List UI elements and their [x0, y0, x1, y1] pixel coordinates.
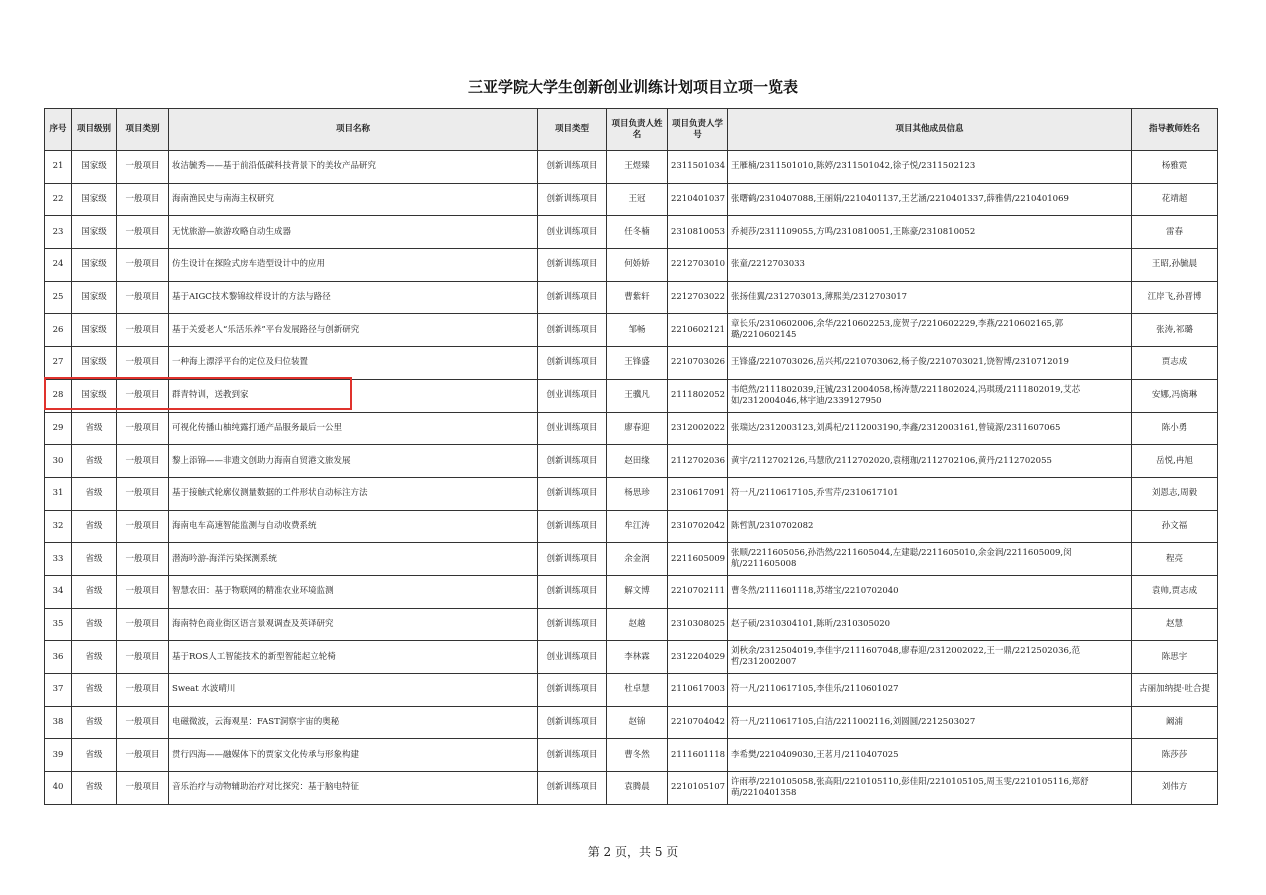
- cell-leader-name: 任冬楠: [607, 216, 668, 249]
- cell-members: 张童/2212703033: [728, 249, 1132, 282]
- cell-project-type: 创新训练项目: [538, 281, 607, 314]
- table-row: [45, 739, 1218, 772]
- cell-members: 章长乐/2310602006,余华/2210602253,庞贺子/2210602229,李燕/2210602165,郭璐/2210602145: [728, 314, 1132, 347]
- cell-level: 国家级: [72, 314, 117, 347]
- cell-project-name: 群青特训，送教到家: [169, 379, 538, 412]
- cell-index: 27: [45, 347, 72, 380]
- cell-project-name: 海南渔民史与南海主权研究: [169, 183, 538, 216]
- cell-leader-id: 2310810053: [668, 216, 728, 249]
- cell-index: 26: [45, 314, 72, 347]
- table-row: [45, 347, 1218, 380]
- cell-level: 省级: [72, 772, 117, 805]
- cell-advisor: 雷春: [1132, 216, 1218, 249]
- cell-leader-id: 2210704042: [668, 706, 728, 739]
- cell-project-type: 创新训练项目: [538, 674, 607, 707]
- cell-category: 一般项目: [117, 772, 169, 805]
- table-row: [45, 608, 1218, 641]
- cell-category: 一般项目: [117, 412, 169, 445]
- cell-project-name: 海南特色商业街区语言景观调查及英译研究: [169, 608, 538, 641]
- table-row: [45, 575, 1218, 608]
- cell-advisor: 孙文福: [1132, 510, 1218, 543]
- cell-project-type: 创新训练项目: [538, 183, 607, 216]
- cell-leader-name: 何娇娇: [607, 249, 668, 282]
- cell-advisor: 陈小勇: [1132, 412, 1218, 445]
- cell-index: 39: [45, 739, 72, 772]
- cell-project-name: Sweat 水波晴川: [169, 674, 538, 707]
- cell-index: 30: [45, 445, 72, 478]
- cell-leader-name: 杜卓慧: [607, 674, 668, 707]
- cell-leader-name: 王煜臻: [607, 151, 668, 184]
- cell-category: 一般项目: [117, 151, 169, 184]
- cell-category: 一般项目: [117, 347, 169, 380]
- cell-index: 29: [45, 412, 72, 445]
- cell-members: 李希樊/2210409030,王茗月/2110407025: [728, 739, 1132, 772]
- header-category: 项目类别: [117, 109, 169, 151]
- cell-category: 一般项目: [117, 314, 169, 347]
- cell-level: 省级: [72, 706, 117, 739]
- cell-members: 刘秋余/2312504019,李佳宇/2111607048,廖春迎/2312002022,王一鼎/2212502036,范哲/2312002007: [728, 641, 1132, 674]
- cell-category: 一般项目: [117, 543, 169, 576]
- cell-leader-name: 赵锦: [607, 706, 668, 739]
- cell-members: 张瑞达/2312003123,刘禹杞/2112003190,李鑫/2312003161,曾镜源/2311607065: [728, 412, 1132, 445]
- cell-advisor: 古丽加纳提·吐合提: [1132, 674, 1218, 707]
- cell-index: 21: [45, 151, 72, 184]
- cell-level: 省级: [72, 412, 117, 445]
- cell-project-type: 创新训练项目: [538, 477, 607, 510]
- cell-leader-id: 2212703010: [668, 249, 728, 282]
- cell-advisor: 刘恩志,周毅: [1132, 477, 1218, 510]
- cell-category: 一般项目: [117, 674, 169, 707]
- table-row: [45, 216, 1218, 249]
- cell-leader-name: 王锋盛: [607, 347, 668, 380]
- cell-index: 38: [45, 706, 72, 739]
- cell-members: 张曙鹤/2310407088,王丽娟/2210401137,王艺涵/2210401337,薛雅倩/2210401069: [728, 183, 1132, 216]
- cell-members: 张扬佳翼/2312703013,薄熙美/2312703017: [728, 281, 1132, 314]
- cell-advisor: 王昭,孙毓晨: [1132, 249, 1218, 282]
- cell-leader-id: 2312002022: [668, 412, 728, 445]
- cell-project-name: 基于接触式轮廓仪测量数据的工件形状自动标注方法: [169, 477, 538, 510]
- table-row: [45, 249, 1218, 282]
- cell-index: 33: [45, 543, 72, 576]
- cell-leader-name: 王冠: [607, 183, 668, 216]
- cell-level: 国家级: [72, 151, 117, 184]
- header-members: 项目其他成员信息: [728, 109, 1132, 151]
- cell-members: 符一凡/2110617105,李佳乐/2110601027: [728, 674, 1132, 707]
- cell-project-type: 创业训练项目: [538, 641, 607, 674]
- cell-advisor: 岳悦,冉旭: [1132, 445, 1218, 478]
- cell-level: 省级: [72, 543, 117, 576]
- table-row: [45, 674, 1218, 707]
- cell-index: 25: [45, 281, 72, 314]
- cell-project-name: 潜海吟游-海洋污染探测系统: [169, 543, 538, 576]
- cell-members: 王雁楠/2311501010,陈婷/2311501042,徐子悦/2311502123: [728, 151, 1132, 184]
- cell-level: 国家级: [72, 249, 117, 282]
- cell-members: 黄宇/2112702126,马慧欣/2112702020,袁栩珈/2112702106,黄丹/2112702055: [728, 445, 1132, 478]
- cell-members: 曹冬然/2111601118,苏绪宝/2210702040: [728, 575, 1132, 608]
- cell-level: 国家级: [72, 183, 117, 216]
- cell-project-name: 仿生设计在探险式房车造型设计中的应用: [169, 249, 538, 282]
- table-row: [45, 314, 1218, 347]
- cell-category: 一般项目: [117, 281, 169, 314]
- cell-advisor: 杨雅霓: [1132, 151, 1218, 184]
- cell-index: 28: [45, 379, 72, 412]
- cell-leader-name: 邹畅: [607, 314, 668, 347]
- cell-project-type: 创新训练项目: [538, 347, 607, 380]
- cell-project-name: 基于AIGC技术黎锦纹样设计的方法与路径: [169, 281, 538, 314]
- cell-project-name: 无忧旅游—旅游攻略自动生成器: [169, 216, 538, 249]
- cell-category: 一般项目: [117, 608, 169, 641]
- table-row: [45, 477, 1218, 510]
- cell-level: 省级: [72, 739, 117, 772]
- table-row: [45, 772, 1218, 805]
- cell-category: 一般项目: [117, 510, 169, 543]
- cell-leader-id: 2111802052: [668, 379, 728, 412]
- page-title: 三亚学院大学生创新创业训练计划项目立项一览表: [467, 78, 798, 96]
- cell-members: 赵子硕/2310304101,陈昕/2310305020: [728, 608, 1132, 641]
- cell-category: 一般项目: [117, 706, 169, 739]
- cell-project-type: 创新训练项目: [538, 510, 607, 543]
- cell-leader-id: 2210702111: [668, 575, 728, 608]
- cell-category: 一般项目: [117, 477, 169, 510]
- cell-index: 36: [45, 641, 72, 674]
- cell-members: 乔昶莎/2311109055,方鸣/2310810051,王陈豪/2310810052: [728, 216, 1132, 249]
- cell-leader-id: 2212703022: [668, 281, 728, 314]
- cell-advisor: 张涛,祁璐: [1132, 314, 1218, 347]
- cell-project-name: 电磁微波，云海观星：FAST洞察宇宙的奥秘: [169, 706, 538, 739]
- cell-members: 符一凡/2110617105,乔雪芹/2310617101: [728, 477, 1132, 510]
- header-leader-name: 项目负责人姓名: [607, 109, 668, 151]
- cell-index: 40: [45, 772, 72, 805]
- cell-advisor: 陈莎莎: [1132, 739, 1218, 772]
- cell-leader-id: 2312204029: [668, 641, 728, 674]
- cell-level: 国家级: [72, 216, 117, 249]
- cell-members: 陈哲凯/2310702082: [728, 510, 1132, 543]
- cell-project-type: 创新训练项目: [538, 249, 607, 282]
- cell-leader-id: 2210602121: [668, 314, 728, 347]
- cell-project-type: 创新训练项目: [538, 706, 607, 739]
- cell-category: 一般项目: [117, 183, 169, 216]
- table-row: [45, 151, 1218, 184]
- cell-leader-name: 解文博: [607, 575, 668, 608]
- cell-project-name: 海南电车高速智能监测与自动收费系统: [169, 510, 538, 543]
- cell-leader-id: 2310702042: [668, 510, 728, 543]
- table-row: [45, 543, 1218, 576]
- cell-project-name: 音乐治疗与动物辅助治疗对比探究：基于脑电特征: [169, 772, 538, 805]
- cell-project-type: 创业训练项目: [538, 412, 607, 445]
- cell-category: 一般项目: [117, 445, 169, 478]
- cell-project-name: 智慧农田：基于物联网的精准农业环境监测: [169, 575, 538, 608]
- cell-leader-id: 2210401037: [668, 183, 728, 216]
- cell-level: 省级: [72, 674, 117, 707]
- cell-leader-name: 曹冬然: [607, 739, 668, 772]
- cell-project-name: 黎上添锦——非遗文创助力海南自贸港文旅发展: [169, 445, 538, 478]
- table-header-row: [45, 109, 1218, 151]
- cell-leader-name: 余金润: [607, 543, 668, 576]
- cell-leader-id: 2110617003: [668, 674, 728, 707]
- cell-project-name: 基于ROS人工智能技术的新型智能起立轮椅: [169, 641, 538, 674]
- cell-advisor: 赵慧: [1132, 608, 1218, 641]
- cell-project-name: 基于关爱老人“乐活乐养”平台发展路径与创新研究: [169, 314, 538, 347]
- header-index: 序号: [45, 109, 72, 151]
- cell-members: 符一凡/2110617105,白洁/2211002116,刘圆圆/2212503027: [728, 706, 1132, 739]
- table-row: [45, 445, 1218, 478]
- table-row: [45, 412, 1218, 445]
- cell-project-type: 创新训练项目: [538, 151, 607, 184]
- cell-advisor: 安娜,冯旖琳: [1132, 379, 1218, 412]
- cell-advisor: 袁帅,贾志成: [1132, 575, 1218, 608]
- cell-project-type: 创业训练项目: [538, 379, 607, 412]
- cell-level: 省级: [72, 477, 117, 510]
- cell-project-type: 创业训练项目: [538, 216, 607, 249]
- cell-project-name: 一种海上漂浮平台的定位及归位装置: [169, 347, 538, 380]
- cell-index: 34: [45, 575, 72, 608]
- header-project-name: 项目名称: [169, 109, 538, 151]
- header-leader-id: 项目负责人学号: [668, 109, 728, 151]
- cell-advisor: 程亮: [1132, 543, 1218, 576]
- table-row: [45, 183, 1218, 216]
- cell-members: 张顺/2211605056,孙浩然/2211605044,左建聪/2211605010,余金润/2211605009,闵航/2211605008: [728, 543, 1132, 576]
- cell-leader-name: 杨思珍: [607, 477, 668, 510]
- cell-category: 一般项目: [117, 216, 169, 249]
- table-row: [45, 706, 1218, 739]
- cell-members: 许雨葶/2210105058,张高阳/2210105110,彭佳阳/2210105105,周玉雯/2210105116,郑舒萌/2210401358: [728, 772, 1132, 805]
- cell-leader-name: 王骥凡: [607, 379, 668, 412]
- cell-advisor: 阚浦: [1132, 706, 1218, 739]
- cell-advisor: 贾志成: [1132, 347, 1218, 380]
- header-advisor: 指导教师姓名: [1132, 109, 1218, 151]
- table-row: [45, 641, 1218, 674]
- cell-project-name: 可视化传播山柚纯露打通产品服务最后一公里: [169, 412, 538, 445]
- project-table: [44, 108, 1218, 805]
- cell-leader-id: 2111601118: [668, 739, 728, 772]
- cell-level: 省级: [72, 608, 117, 641]
- cell-index: 32: [45, 510, 72, 543]
- cell-category: 一般项目: [117, 739, 169, 772]
- cell-level: 省级: [72, 445, 117, 478]
- cell-level: 省级: [72, 641, 117, 674]
- cell-category: 一般项目: [117, 575, 169, 608]
- table-row: [45, 281, 1218, 314]
- page-footer: 第 2 页，共 5 页: [587, 845, 679, 859]
- cell-index: 24: [45, 249, 72, 282]
- table-row: [45, 510, 1218, 543]
- cell-leader-name: 廖春迎: [607, 412, 668, 445]
- cell-project-type: 创新训练项目: [538, 445, 607, 478]
- cell-leader-id: 2211605009: [668, 543, 728, 576]
- cell-advisor: 江岸飞,孙晋博: [1132, 281, 1218, 314]
- cell-leader-id: 2310617091: [668, 477, 728, 510]
- cell-leader-name: 赵田缘: [607, 445, 668, 478]
- cell-project-type: 创新训练项目: [538, 608, 607, 641]
- cell-index: 23: [45, 216, 72, 249]
- cell-category: 一般项目: [117, 249, 169, 282]
- header-level: 项目级别: [72, 109, 117, 151]
- cell-leader-name: 袁腾晨: [607, 772, 668, 805]
- cell-category: 一般项目: [117, 641, 169, 674]
- cell-level: 省级: [72, 510, 117, 543]
- cell-members: 韦皑然/2111802039,汪铖/2312004058,杨涛慧/2211802024,冯琪瑗/2111802019,艾芯如/2312004046,林宇迪/2339127950: [728, 379, 1132, 412]
- table-body: [45, 151, 1218, 805]
- cell-leader-id: 2311501034: [668, 151, 728, 184]
- cell-project-type: 创新训练项目: [538, 575, 607, 608]
- cell-level: 国家级: [72, 347, 117, 380]
- cell-index: 35: [45, 608, 72, 641]
- header-project-type: 项目类型: [538, 109, 607, 151]
- cell-project-name: 贯行四海——融媒体下的贾家文化传承与形象构建: [169, 739, 538, 772]
- cell-advisor: 刘伟方: [1132, 772, 1218, 805]
- cell-level: 国家级: [72, 281, 117, 314]
- cell-level: 省级: [72, 575, 117, 608]
- cell-index: 31: [45, 477, 72, 510]
- cell-index: 22: [45, 183, 72, 216]
- cell-category: 一般项目: [117, 379, 169, 412]
- cell-advisor: 陈思宇: [1132, 641, 1218, 674]
- cell-leader-id: 2210703026: [668, 347, 728, 380]
- cell-index: 37: [45, 674, 72, 707]
- cell-project-type: 创新训练项目: [538, 543, 607, 576]
- cell-project-type: 创新训练项目: [538, 314, 607, 347]
- highlight-box: [44, 377, 352, 410]
- cell-level: 国家级: [72, 379, 117, 412]
- cell-advisor: 花靖超: [1132, 183, 1218, 216]
- cell-project-name: 妆洁毓秀——基于前沿低碳科技背景下的美妆产品研究: [169, 151, 538, 184]
- cell-leader-id: 2210105107: [668, 772, 728, 805]
- cell-project-type: 创新训练项目: [538, 739, 607, 772]
- cell-leader-name: 赵越: [607, 608, 668, 641]
- cell-project-type: 创新训练项目: [538, 772, 607, 805]
- cell-leader-id: 2310308025: [668, 608, 728, 641]
- cell-members: 王锋盛/2210703026,岳兴邦/2210703062,杨子俊/2210703021,饶智博/2310712019: [728, 347, 1132, 380]
- cell-leader-name: 李林霖: [607, 641, 668, 674]
- cell-leader-name: 曹紫轩: [607, 281, 668, 314]
- cell-leader-id: 2112702036: [668, 445, 728, 478]
- cell-leader-name: 牟江涛: [607, 510, 668, 543]
